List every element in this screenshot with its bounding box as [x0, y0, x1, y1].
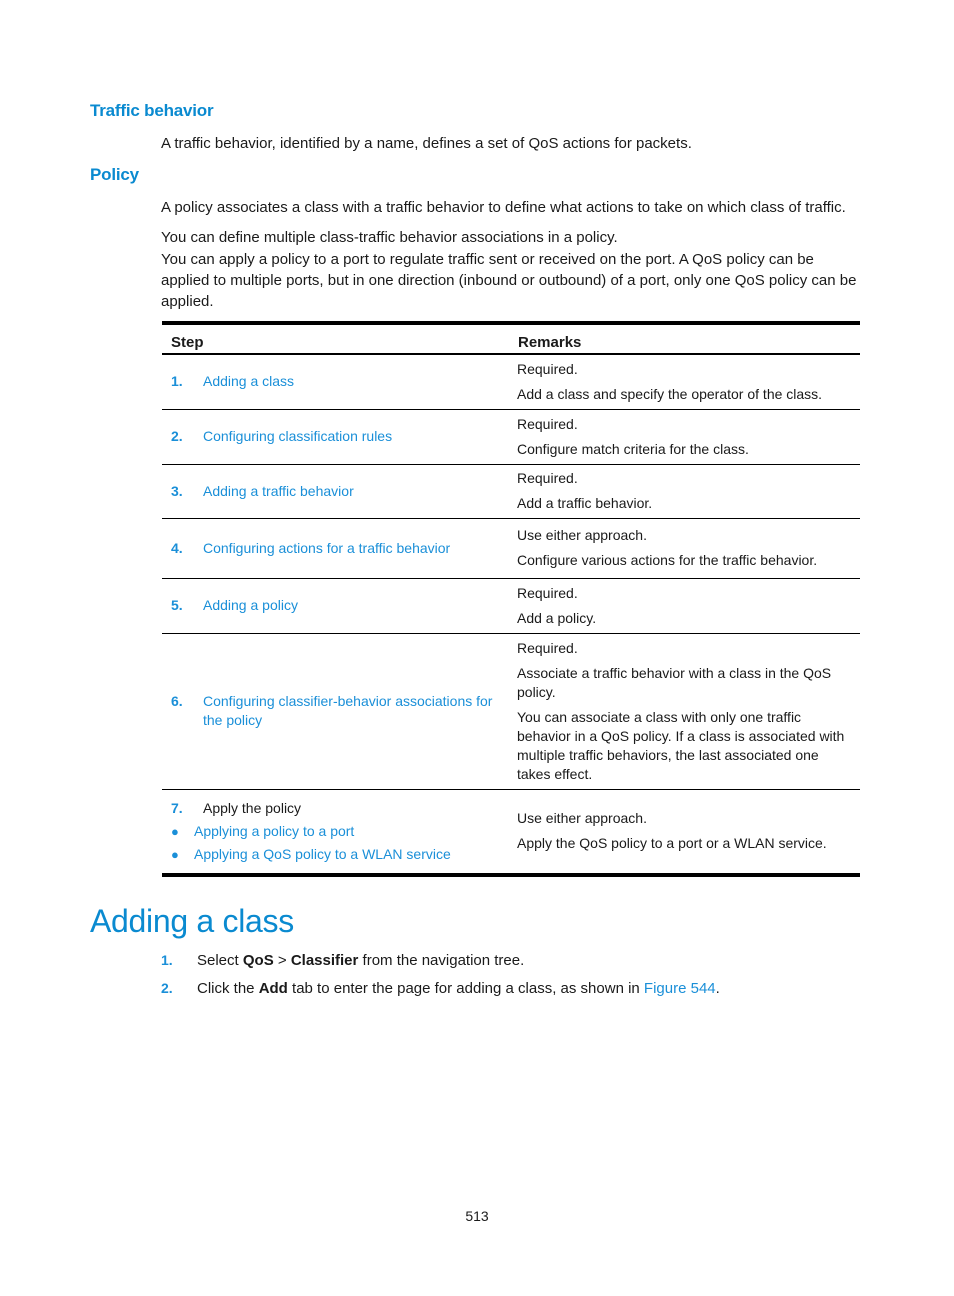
procedure-step — [161, 950, 524, 971]
step-text: from the navigation tree. — [358, 952, 525, 969]
remark-text: Configure match criteria for the class. — [517, 440, 749, 457]
table-row — [162, 409, 860, 464]
remark-text: Use either approach. — [517, 527, 647, 543]
section-heading-traffic-behavior: Traffic behavior — [90, 101, 214, 120]
step-text: > — [273, 952, 291, 969]
step-number: 1. — [171, 373, 183, 390]
procedure-step — [161, 978, 720, 999]
table-row — [162, 354, 860, 409]
step-text: Select — [197, 952, 243, 969]
remark-text: Required. — [517, 360, 578, 377]
table-row — [162, 789, 860, 875]
table-row — [162, 518, 860, 578]
step-column-header: Step — [162, 323, 509, 354]
page-number: 513 — [465, 1208, 489, 1224]
step-link-adding-a-traffic-behavior[interactable]: Adding a traffic behavior — [203, 482, 354, 499]
table-row — [162, 464, 860, 518]
configuration-steps-table — [162, 321, 860, 877]
remark-text: Required. — [517, 415, 578, 432]
bullet-icon: ● — [171, 823, 179, 839]
link-applying-qos-policy-to-wlan[interactable]: Applying a QoS policy to a WLAN service — [194, 845, 451, 862]
remark-text: Associate a traffic behavior with a class in the QoS policy. — [517, 664, 832, 700]
remark-text: Add a traffic behavior. — [517, 495, 653, 511]
step-text: . — [715, 980, 720, 997]
remark-text: You can associate a class with only one traffic behavior in a QoS policy. If a class is associated with multiple traffic behaviors, the last associated one takes effect. — [517, 708, 845, 782]
procedure-step-number: 2. — [161, 980, 173, 996]
procedure-step-number: 1. — [161, 952, 173, 968]
link-applying-policy-to-port[interactable]: Applying a policy to a port — [194, 822, 355, 839]
step-number: 3. — [171, 482, 183, 499]
bullet-icon: ● — [171, 846, 179, 862]
remark-text: Use either approach. — [517, 810, 647, 827]
remark-text: Required. — [517, 470, 578, 486]
step-link-configuring-actions[interactable]: Configuring actions for a traffic behavior — [203, 539, 451, 556]
section-heading-policy: Policy — [90, 165, 139, 184]
remark-text: Configure various actions for the traffic behavior. — [517, 552, 818, 568]
menu-classifier: Classifier — [290, 952, 359, 969]
policy-paragraph-3: You can apply a policy to a port to regulate traffic sent or received on the port. A QoS policy can be applied to multiple ports, but in one direction (inbound or outbound) of a port, only one QoS policy can be applied. — [161, 251, 857, 310]
step-number: 5. — [171, 597, 183, 613]
remark-text: Apply the QoS policy to a port or a WLAN service. — [517, 835, 827, 852]
step-text: tab to enter the page for adding a class, as shown in — [287, 980, 644, 997]
remark-text: Add a policy. — [517, 609, 597, 626]
tab-add: Add — [258, 980, 288, 997]
remarks-column-header: Remarks — [509, 323, 860, 354]
traffic-behavior-text: A traffic behavior, identified by a name, defines a set of QoS actions for packets. — [161, 135, 692, 152]
step-number: 4. — [171, 539, 183, 556]
policy-paragraph-1: A policy associates a class with a traffic behavior to define what actions to take on which class of traffic. — [161, 199, 846, 216]
table-row — [162, 578, 860, 633]
remark-text: Required. — [517, 639, 578, 656]
step-label-apply-the-policy: Apply the policy — [203, 799, 302, 816]
step-link-configuring-classification-rules[interactable]: Configuring classification rules — [203, 428, 393, 444]
step-link-adding-a-policy[interactable]: Adding a policy — [203, 597, 298, 613]
remark-text: Add a class and specify the operator of the class. — [517, 385, 823, 402]
step-number: 6. — [171, 693, 183, 709]
remark-text: Required. — [517, 584, 578, 601]
step-link-configuring-associations[interactable]: Configuring classifier-behavior associations for the policy — [203, 693, 493, 728]
step-text: Click the — [197, 980, 259, 997]
step-number: 7. — [171, 799, 183, 816]
step-number: 2. — [171, 428, 183, 444]
menu-qos: QoS — [242, 952, 274, 969]
table-row — [162, 633, 860, 789]
section-heading-adding-a-class: Adding a class — [90, 903, 294, 939]
table-header-row — [162, 323, 860, 354]
step-link-adding-a-class[interactable]: Adding a class — [203, 373, 295, 390]
figure-544-link[interactable]: Figure 544 — [643, 980, 716, 997]
policy-paragraph-2: You can define multiple class-traffic behavior associations in a policy. — [161, 229, 618, 246]
